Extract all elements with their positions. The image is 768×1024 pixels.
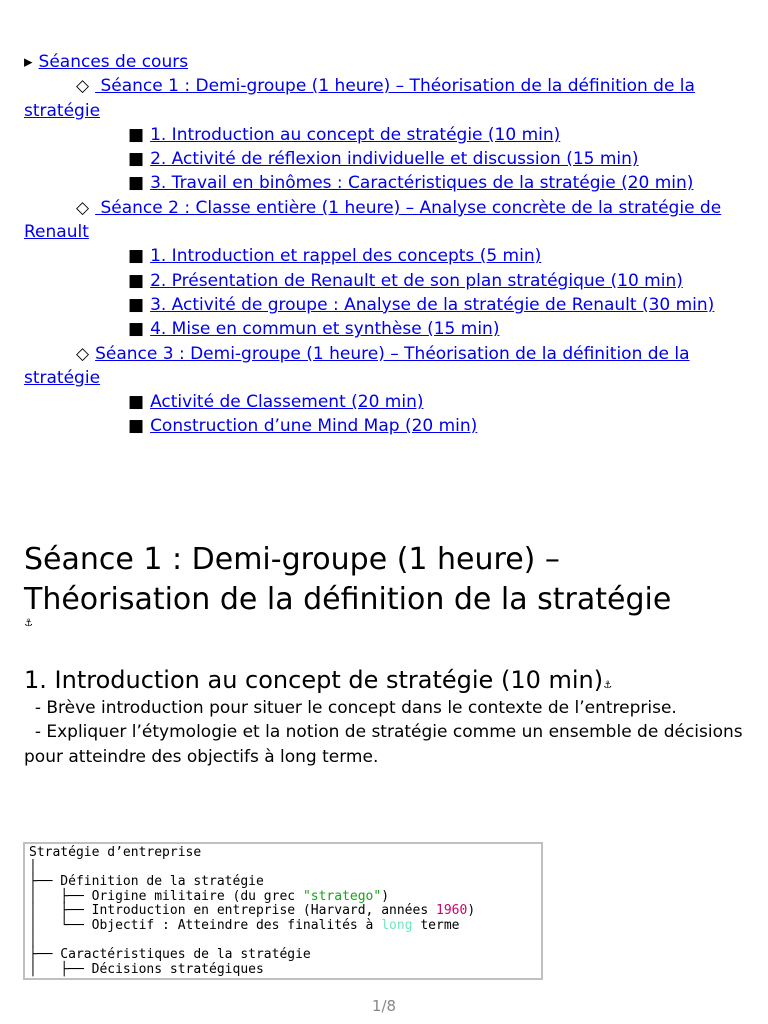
toc-link-seances[interactable]: Séances de cours [38,52,189,72]
code-line: │ [29,859,37,875]
toc-link-s1-item2[interactable]: 2. Activité de réflexion individuelle et discussion (15 min) [150,149,639,170]
diamond-bullet-icon: ◇ [76,76,90,97]
paragraph: - Brève introduction pour situer le concept dans le contexte de l’entreprise. [24,698,677,718]
toc-link-s3-item1[interactable]: Activité de Classement (20 min) [150,392,424,413]
toc-item [24,171,744,195]
square-bullet-icon: ■ [128,416,145,437]
code-line: │ ├── Décisions stratégiques [29,961,264,977]
table-of-contents [24,50,744,439]
toc-item [24,414,744,438]
toc-seance2 [24,196,744,245]
toc-item [24,390,744,414]
toc-link-seance3[interactable]: Séance 3 : Demi-groupe (1 heure) – Théorisation de la définition de la stratégie [24,343,690,388]
code-text: │ ├── Introduction en entreprise (Harvard, années [29,903,436,919]
triangle-bullet-icon: ▸ [24,52,33,72]
code-number: 1960 [436,903,468,919]
code-line: │ [29,932,37,948]
toc-item [24,269,744,293]
toc-item [24,244,744,268]
toc-link-s2-item4[interactable]: 4. Mise en commun et synthèse (15 min) [150,319,500,340]
code-line [29,903,475,918]
code-text: ) [381,888,390,904]
subsection-heading-text: 1. Introduction au concept de stratégie (10 min) [24,666,604,694]
toc-link-s1-item1[interactable]: 1. Introduction au concept de stratégie (10 min) [150,124,561,145]
toc-link-s1-item3[interactable]: 3. Travail en binômes : Caractéristiques de la stratégie (20 min) [150,173,694,194]
toc-item [24,293,744,317]
code-line: ├── Caractéristiques de la stratégie [29,947,311,963]
section-body [24,696,749,769]
code-text: ) [467,903,476,919]
toc-seance1 [24,74,744,123]
page-number: 1/8 [371,997,397,1015]
code-line: Stratégie d’entreprise [29,845,202,860]
code-string: "stratego" [302,888,382,904]
toc-item [24,147,744,171]
square-bullet-icon: ■ [128,392,145,413]
code-text: │ └── Objectif : Atteindre des finalités à [29,917,382,933]
square-bullet-icon: ■ [128,124,145,145]
code-text: terme [412,917,460,933]
code-keyword: long [381,917,413,933]
anchor-icon[interactable]: ⚓ [603,680,613,691]
toc-link-s3-item2[interactable]: Construction d’une Mind Map (20 min) [150,416,478,437]
toc-item [24,123,744,147]
square-bullet-icon: ■ [128,149,145,170]
toc-link-s2-item1[interactable]: 1. Introduction et rappel des concepts (5 min) [150,246,542,267]
code-line [29,918,459,933]
square-bullet-icon: ■ [128,270,145,291]
diamond-bullet-icon: ◇ [76,197,90,218]
toc-link-seance1[interactable]: Séance 1 : Demi-groupe (1 heure) – Théorisation de la définition de la stratégie [24,76,695,121]
toc-link-seance2[interactable]: Séance 2 : Classe entière (1 heure) – Analyse concrète de la stratégie de Renault [24,197,722,243]
code-line [29,889,389,904]
anchor-icon[interactable]: ⚓ [24,618,33,629]
toc-link-s2-item2[interactable]: 2. Présentation de Renault et de son plan stratégique (10 min) [150,270,683,291]
code-block-mind-map [23,842,543,980]
diamond-bullet-icon: ◇ [76,343,90,364]
code-text: │ ├── Origine militaire (du grec [29,888,303,904]
section-heading-seance1: Séance 1 : Demi-groupe (1 heure) – Théorisation de la définition de la stratégie [24,542,672,617]
paragraph: - Expliquer l’étymologie et la notion de stratégie comme un ensemble de décisions pour atteindre des objectifs à long terme. [24,722,749,767]
code-line: ├── Définition de la stratégie [29,874,264,890]
toc-item [24,317,744,341]
toc-root [24,50,744,74]
square-bullet-icon: ■ [128,294,145,315]
toc-link-s2-item3[interactable]: 3. Activité de groupe : Analyse de la stratégie de Renault (30 min) [150,294,715,315]
toc-seance3 [24,342,744,391]
square-bullet-icon: ■ [128,173,145,194]
square-bullet-icon: ■ [128,246,145,267]
square-bullet-icon: ■ [128,319,145,340]
